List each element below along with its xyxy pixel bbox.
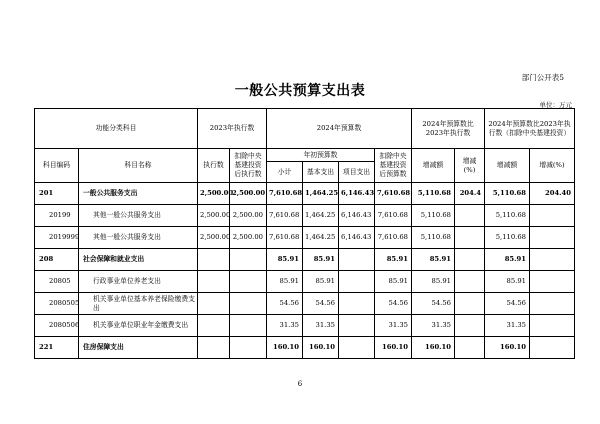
row-exec: [198, 337, 230, 359]
row-increase-2: 5,110.68: [485, 227, 530, 249]
row-code: 2080506: [35, 315, 79, 337]
row-budget-excl: 7,610.68: [375, 183, 412, 205]
row-exec-excl: [230, 315, 267, 337]
row-project: [339, 271, 375, 293]
row-code: 20805: [35, 271, 79, 293]
row-increase-pct-2: [530, 293, 575, 315]
header-budget-excl: 扣除中央基建投资后预算数: [375, 149, 412, 183]
row-increase-2: 31.35: [485, 315, 530, 337]
table-row: [35, 205, 575, 227]
row-project: [339, 293, 375, 315]
row-budget-excl: 31.35: [375, 315, 412, 337]
row-subtotal: 7,610.68: [267, 227, 303, 249]
table-body: [35, 183, 575, 359]
header-project: 项目支出: [339, 162, 375, 183]
row-exec-excl: [230, 337, 267, 359]
header-increase: 增减额: [412, 149, 455, 183]
row-budget-excl: 54.56: [375, 293, 412, 315]
row-code: 2080505: [35, 293, 79, 315]
row-subtotal: 7,610.68: [267, 183, 303, 205]
header-subtotal: 小计: [267, 162, 303, 183]
row-exec: [198, 271, 230, 293]
unit-label: 单位：万元: [539, 101, 572, 109]
row-basic: 160.10: [303, 337, 339, 359]
row-subtotal: 85.91: [267, 271, 303, 293]
row-increase-pct-2: [530, 227, 575, 249]
row-exec-excl: [230, 271, 267, 293]
row-increase: 31.35: [412, 315, 455, 337]
table-tag: 部门公开表5: [521, 73, 564, 82]
header-subject-code: 科目编码: [35, 149, 79, 183]
row-subtotal: 7,610.68: [267, 205, 303, 227]
row-subtotal: 54.56: [267, 293, 303, 315]
header-subject-name: 科目名称: [79, 149, 198, 183]
row-budget-excl: 7,610.68: [375, 227, 412, 249]
row-increase-2: 85.91: [485, 271, 530, 293]
row-code: 221: [35, 337, 79, 359]
row-budget-excl: 7,610.68: [375, 205, 412, 227]
row-increase: 85.91: [412, 271, 455, 293]
table-row: [35, 183, 575, 205]
row-name: 社会保障和就业支出: [79, 249, 198, 271]
table-row: [35, 337, 575, 359]
row-exec-excl: [230, 293, 267, 315]
page-title: 一般公共预算支出表: [234, 83, 366, 99]
row-increase-2: 160.10: [485, 337, 530, 359]
row-project: 6,146.43: [339, 183, 375, 205]
row-exec-excl: 2,500.00: [230, 205, 267, 227]
row-project: [339, 315, 375, 337]
row-code: 201: [35, 183, 79, 205]
row-code: 20199: [35, 205, 79, 227]
header-row-1: [35, 109, 575, 149]
table-row: [35, 315, 575, 337]
row-name: 住房保障支出: [79, 337, 198, 359]
row-code: 2019999: [35, 227, 79, 249]
row-exec-excl: 2,500.00: [230, 183, 267, 205]
row-increase-pct: [455, 315, 485, 337]
row-increase: 54.56: [412, 293, 455, 315]
row-increase-pct: [455, 337, 485, 359]
row-subtotal: 160.10: [267, 337, 303, 359]
row-increase: 5,110.68: [412, 205, 455, 227]
row-project: 6,146.43: [339, 227, 375, 249]
row-exec-excl: 2,500.00: [230, 227, 267, 249]
row-increase-pct-2: [530, 205, 575, 227]
row-increase-pct: [455, 227, 485, 249]
header-func-class: 功能分类科目: [35, 109, 198, 149]
row-basic: 1,464.25: [303, 227, 339, 249]
row-project: 6,146.43: [339, 205, 375, 227]
row-name: 其他一般公共服务支出: [79, 205, 198, 227]
row-exec-excl: [230, 249, 267, 271]
row-basic: 1,464.25: [303, 205, 339, 227]
budget-table: [34, 108, 575, 359]
row-increase-pct: [455, 271, 485, 293]
row-increase: 5,110.68: [412, 183, 455, 205]
header-increase-pct: 增减(%): [455, 149, 485, 183]
header-compare-2023: 2024年预算数比2023年执行数: [412, 109, 485, 149]
table-row: [35, 249, 575, 271]
header-compare-2023-excl: 2024年预算数比2023年执行数（扣除中央基建投资）: [485, 109, 575, 149]
row-project: [339, 337, 375, 359]
row-basic: 1,464.25: [303, 183, 339, 205]
row-subtotal: 31.35: [267, 315, 303, 337]
row-subtotal: 85.91: [267, 249, 303, 271]
row-exec: [198, 249, 230, 271]
row-exec: 2,500.00: [198, 227, 230, 249]
row-increase-pct-2: [530, 337, 575, 359]
row-basic: 85.91: [303, 271, 339, 293]
row-basic: 54.56: [303, 293, 339, 315]
row-increase-2: 5,110.68: [485, 205, 530, 227]
row-budget-excl: 160.10: [375, 337, 412, 359]
row-name: 机关事业单位基本养老保险缴费支出: [79, 293, 198, 315]
row-increase-pct-2: [530, 315, 575, 337]
row-code: 208: [35, 249, 79, 271]
row-project: [339, 249, 375, 271]
page-number: 6: [297, 380, 303, 388]
row-increase-pct-2: 204.40: [530, 183, 575, 205]
table-row: [35, 271, 575, 293]
row-increase-2: 54.56: [485, 293, 530, 315]
header-exec: 执行数: [198, 149, 230, 183]
row-basic: 85.91: [303, 249, 339, 271]
header-increase-pct-2: 增减(%): [530, 149, 575, 183]
row-name: 机关事业单位职业年金缴费支出: [79, 315, 198, 337]
row-name: 其他一般公共服务支出: [79, 227, 198, 249]
header-basic: 基本支出: [303, 162, 339, 183]
row-increase: 160.10: [412, 337, 455, 359]
header-exec-excl: 扣除中央基建投资后执行数: [230, 149, 267, 183]
row-increase: 5,110.68: [412, 227, 455, 249]
header-budget-2024: 2024年预算数: [267, 109, 412, 149]
row-name: 行政事业单位养老支出: [79, 271, 198, 293]
row-exec: 2,500.00: [198, 183, 230, 205]
row-basic: 31.35: [303, 315, 339, 337]
row-exec: [198, 293, 230, 315]
table-row: [35, 227, 575, 249]
row-increase-2: 85.91: [485, 249, 530, 271]
header-row-2: [35, 149, 575, 162]
row-increase-pct: [455, 205, 485, 227]
row-increase-2: 5,110.68: [485, 183, 530, 205]
header-initial-budget: 年初预算数: [267, 149, 375, 162]
row-increase-pct: 204.4: [455, 183, 485, 205]
header-increase-2: 增减额: [485, 149, 530, 183]
header-exec-2023: 2023年执行数: [198, 109, 267, 149]
row-name: 一般公共服务支出: [79, 183, 198, 205]
row-increase-pct: [455, 249, 485, 271]
row-increase-pct: [455, 293, 485, 315]
row-budget-excl: 85.91: [375, 271, 412, 293]
row-exec: [198, 315, 230, 337]
table-row: [35, 293, 575, 315]
row-increase-pct-2: [530, 271, 575, 293]
row-increase: 85.91: [412, 249, 455, 271]
row-budget-excl: 85.91: [375, 249, 412, 271]
row-exec: 2,500.00: [198, 205, 230, 227]
row-increase-pct-2: [530, 249, 575, 271]
